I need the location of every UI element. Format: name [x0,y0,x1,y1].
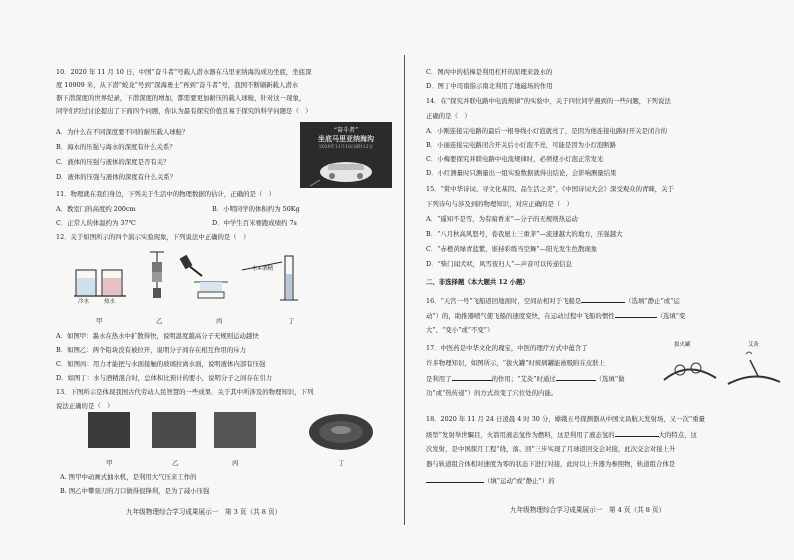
q13-caption-jia: 甲 [106,459,113,467]
q13-compass-image [306,404,376,454]
q17-line-1: 17．中医药是中华文化的瑰宝，中医的理疗方式中蕴含了 [426,344,588,352]
q16-line-2 [426,311,685,320]
q12-figure [72,248,392,308]
q14-option-b: B．小丽连接完电路闭合开关后小灯泡不亮，可能是因为小灯泡断路 [426,141,617,149]
q13-photo-waterwheel [88,412,130,448]
q13-photo-well-sweep [214,412,256,448]
q10-option-d: D．液体的压强与液体的深度有什么关系？ [56,173,177,181]
q13-line-1: 13．下图所示是体现我国古代劳动人民智慧的一些成果．关于其中所涉及的物理知识，下列 [56,388,314,396]
q14-option-d: D．小红测量时只测量出一组实验数据就得出结论，会影响测量结果 [426,169,617,177]
q16-line-1-tail: （选填“静止”或“运 [625,297,680,305]
q17-line-3-b: 的作用；“艾灸”时通过 [491,375,556,383]
q15-line-1: 15．“赏中华诗词、寻文化基因、品生活之美”，《中国诗词大会》深受观众的青睐，关于 [426,185,674,193]
q10-line-3: 器下潜深度的世界纪录，下潜深度的增加，都需要更加耐压的载人球舱，针对这一现象， [56,94,306,102]
q12-caption-yi: 乙 [156,317,163,325]
q11-option-d: D．中学生百米赛跑成绩约 7s [212,219,297,227]
q17-blank-1[interactable] [452,374,492,381]
q12-stem: 12．关于如图所示的四个演示实验现象，下列说法中正确的是（ ） [56,233,250,241]
q16-line-3: 大”、“变小”或“不变”） [426,326,494,334]
q13-option-a: A. 图甲中动画式抽水机，是利用大气压来工作的 [60,473,197,481]
q13-caption-ding: 丁 [338,459,345,467]
submersible-image [300,150,392,188]
q18-line-1: 18．2020 年 11 月 24 日凌晨 4 时 30 分，嫦娥五号探测器从中国文昌航天发射场，又一次“重量 [426,415,705,423]
submersible-photo [300,122,392,188]
q18-line-4: 器与轨道组合体相对速度为零的状态下进行对接，此时以上升器为参照物，轨道组合体是 [426,460,676,468]
q13-caption-yi: 乙 [172,459,179,467]
q11-option-a: A．教室门的高度约 200cm [56,205,136,213]
photo-caption-top: “奋斗者” [333,127,359,134]
photo-caption-small: 2020年11月10日8时12分 [319,145,373,150]
q15-option-a: A．“遥知不是雪，为有暗香来”—分子的无规则热运动 [426,215,578,223]
left-footer: 九年级物理综合学习成果展示一 第 3 页（共 8 页） [126,508,282,516]
q13-option-b: B. 图乙中攀刻刀的刀口做得很锋利，是为了减小压强 [60,487,210,495]
q16-blank-2[interactable] [615,311,657,318]
q15-option-b: B．“八月秋高风怒号，卷我屋上三重茅”—流速越大的地方，压强越大 [426,230,623,238]
q13-photo-carving [152,412,196,448]
q17-line-2: 许多物理知识，如图所示，“拔火罐”时玻璃罐能被吸附在皮肤上 [426,359,606,367]
q17-figure [658,340,786,398]
q15-option-c: C．“赤橙黄绿青蓝紫，谁持彩练当空舞”—阳光发生色散现象 [426,245,598,253]
q10-line-1: 10．2020 年 11 月 10 日，中国“奋斗者”号载人潜水器在马里亚纳海沟成功坐底，坐底深 [56,68,312,76]
q16-line-2-tail: （选填“变 [656,312,686,320]
q14-option-c: C．小梅要探究并联电路中电流规律时，必须使小灯泡正常发光 [426,155,604,163]
q12-label-hot: 热水 [104,299,116,305]
q11-stem: 11．物理就在我们身边，下列关于生活中的物理数据的估计，正确的是（ ） [56,190,276,198]
q18-line-3: 次发射，是中国探月工程“绕、落、回”三步实现了月球返回交会对接，此次交会对接上升 [426,445,676,453]
q18-line-2-text: 级型”发射举世瞩目，火箭用液态氢作为燃料，这是利用了液态氢的 [426,431,615,439]
q16-line-2-text: 动”）的，助推器喷气使飞船的速度变快，在运动过程中飞船的惯性 [426,312,615,320]
q11-option-c: C．正常人的体温约为 37℃ [56,219,136,227]
q12-option-a: A．如图甲：墨水在热水中扩散得快，说明温度越高分子无规则运动越快 [56,332,259,340]
q12-label-water-alcohol: 水+酒精 [252,266,274,272]
q12-label-cold: 冷水 [78,299,90,305]
q16-line-1-text: 16．“天宫一号”飞船返回地面时，空间站相对于飞船是 [426,297,582,305]
q12-caption-ding: 丁 [288,317,295,325]
q10-option-c: C．液体的压强与液体的深度是否有关？ [56,158,170,166]
q12-option-b: B．如图乙：两个铅块没有被拉开，说明分子间存在相互作用的斥力 [56,346,247,354]
q16-line-1 [426,296,680,305]
q10-line-4: 同学们经过讨论提出了下面四个问题，你认为最有探究价值且易于探究的科学问题是（ ） [56,107,312,115]
q12-option-c: C．如图丙：用力才能把与水面接触的玻璃拉离水面，说明液体内部有压强 [56,360,266,368]
q17-label-cupping: 拔火罐 [674,342,691,348]
section-2-heading: 二、非选择题（本大题共 12 小题） [426,278,529,286]
right-page [406,0,794,560]
q18-line-2-tail: 大的特点，这 [658,431,697,439]
q17-label-moxibustion: 艾灸 [748,342,760,348]
q10-option-b: B．海水的压强与海水的深度有什么关系？ [56,143,176,151]
q14-line-1: 14．在“探究并联电路中电流规律”的实验中，关于四位同学遇到的一些问题，下列说法 [426,97,671,105]
q13-line-2: 说法正确的是（ ） [56,402,114,410]
q17-line-3 [426,374,624,383]
q10-line-2: 度 10909 米，从下潜“蛟龙”号到“深海勇士”再到“奋斗者”号，我国不断刷新载人潜水 [56,81,299,89]
q12-option-d: D．如图丁：水与酒精混合时，总体积比预计的要小，说明分子之间存在引力 [56,374,273,382]
q18-line-5-tail: （填“运动”或“静止”）的 [484,477,555,485]
q15-line-2: 下列诗句与涉及到的物理知识，对应正确的是（ ） [426,200,573,208]
q18-blank-1[interactable] [615,430,659,437]
q10-option-a: A．为什么在不同深度要不同的耐压载人球舱？ [56,128,189,136]
q17-line-3-c: （选填“做 [595,375,625,383]
right-footer: 九年级物理综合学习成果展示一 第 4 页（共 8 页） [510,506,666,514]
q18-blank-2[interactable] [426,476,484,483]
q18-line-5 [426,476,555,485]
q18-line-2 [426,430,697,439]
q15-option-d: D．“柴门闻犬吠，风雪夜归人”—声音可以传递信息 [426,260,572,268]
q16-blank-1[interactable] [581,296,625,303]
q12-caption-jia: 甲 [96,317,103,325]
q17-line-3-a: 是利用了 [426,375,452,383]
q17-blank-2[interactable] [556,374,596,381]
q12-caption-bing: 丙 [216,317,223,325]
q14-option-a: A．小刚连接完电路的最后一根导线小灯泡就亮了，是因为他连接电路时开关是闭合的 [426,127,668,135]
q13-option-d: D．图丁中司南指示南北利用了地磁场的作用 [426,82,553,90]
q11-option-b: B．小明同学的体积约为 50Kg [212,205,300,213]
q13-caption-bing: 丙 [232,459,239,467]
q17-line-4: 功”或“热传递”）的方式改变了穴位处的内能。 [426,389,558,397]
q13-option-c: C．图丙中的桔槔是利用杠杆的原理来汲水的 [426,68,553,76]
photo-caption-mid: 坐底马里亚纳海沟 [318,134,374,143]
q14-line-2: 正确的是（ ） [426,112,471,120]
